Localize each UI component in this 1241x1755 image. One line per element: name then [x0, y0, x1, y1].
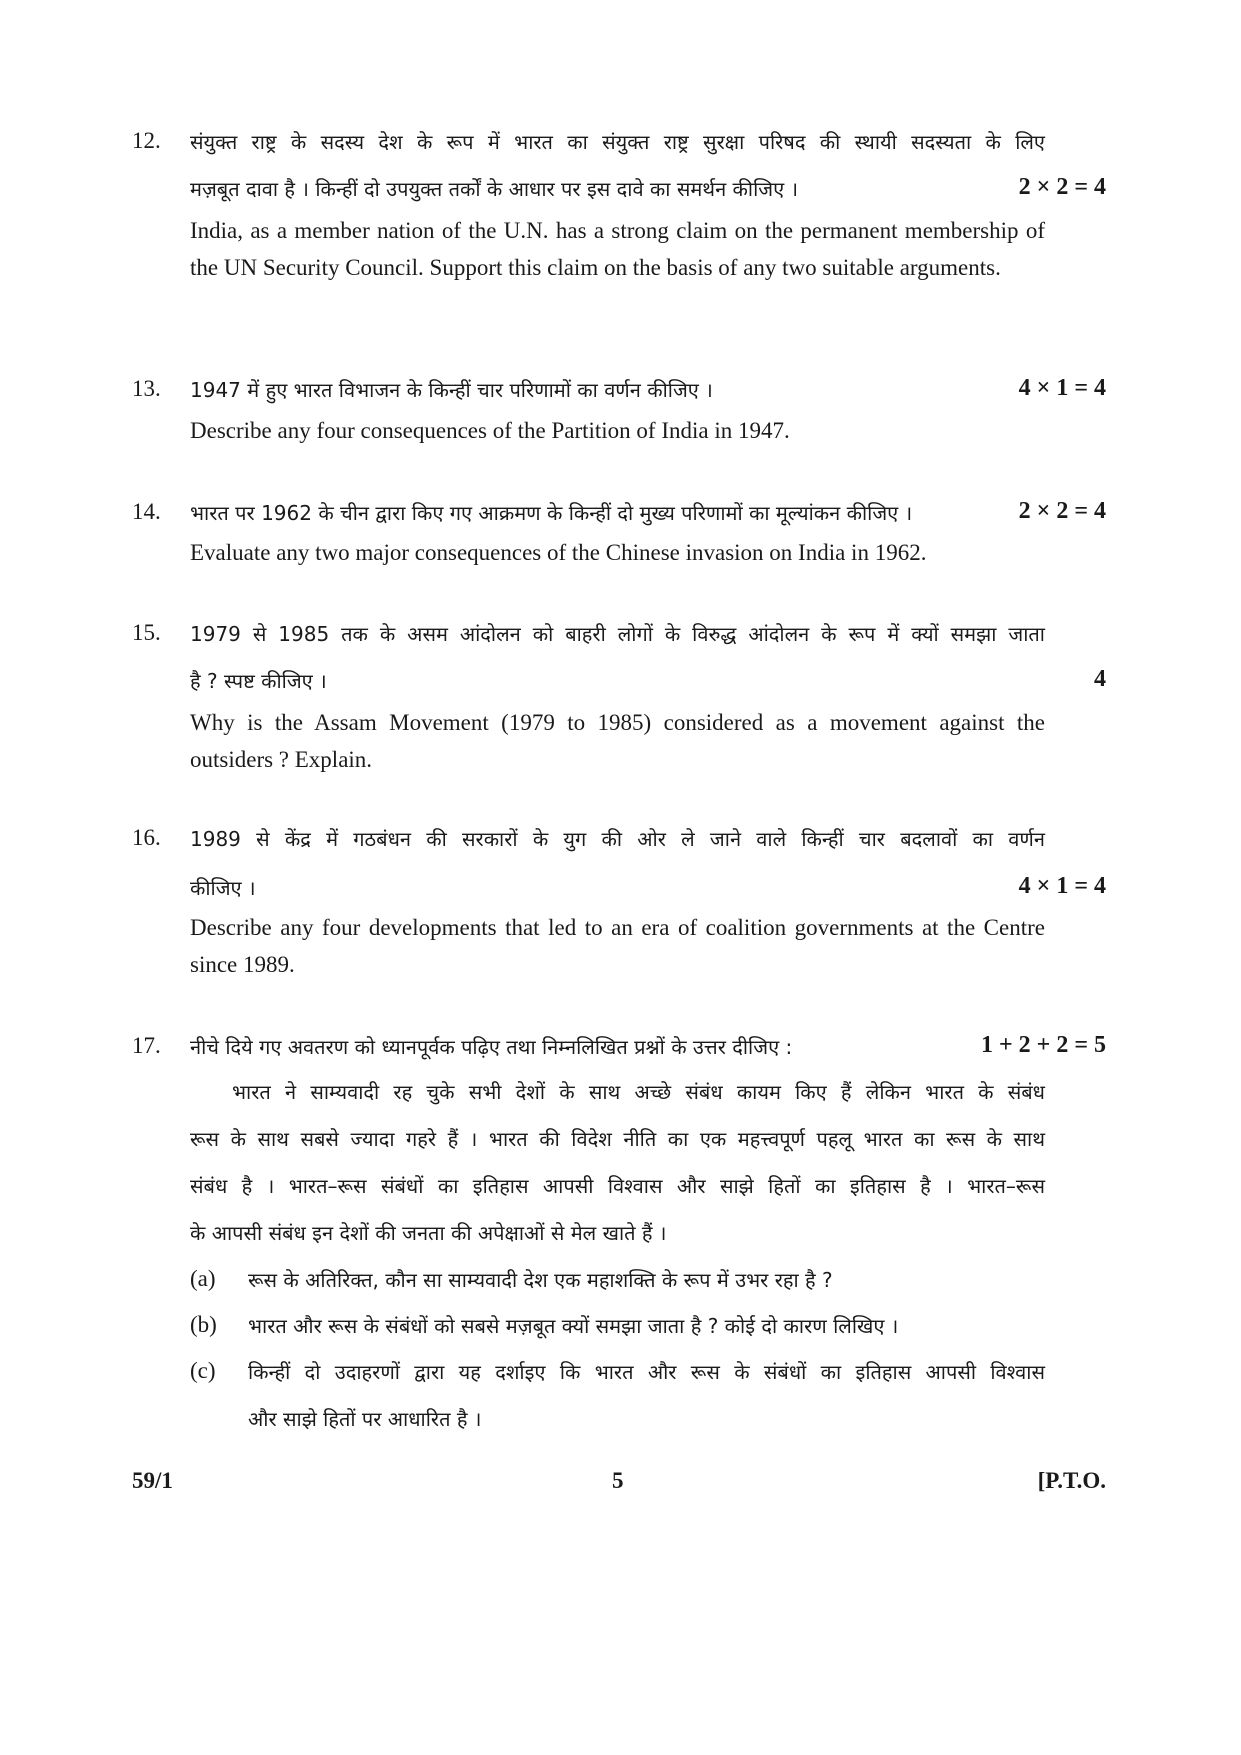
question-number: 17. — [132, 1033, 161, 1058]
question-english: Describe any four consequences of the Partition of India in 1947. — [190, 418, 790, 443]
question-number: 16. — [132, 825, 161, 850]
marks-label: 4 × 1 = 4 — [1018, 873, 1106, 899]
question-number: 14. — [132, 499, 161, 524]
marks-label: 4 — [1094, 666, 1106, 692]
marks-label: 4 × 1 = 4 — [1018, 375, 1106, 401]
marks-label: 1 + 2 + 2 = 5 — [980, 1032, 1106, 1058]
question-hindi-line: 1947 में हुए भारत विभाजन के किन्हीं चार परिणामों का वर्णन कीजिए । — [190, 378, 713, 402]
subpart-label: (b) — [190, 1312, 217, 1337]
subpart-label: (a) — [190, 1266, 216, 1291]
passage-line: भारत ने साम्यवादी रह चुके सभी देशों के साथ अच्छे संबंध कायम किए हैं लेकिन भारत के संबंध — [232, 1080, 1045, 1104]
subpart-text: भारत और रूस के संबंधों को सबसे मज़बूत क्यों समझा जाता है ? कोई दो कारण लिखिए । — [248, 1314, 899, 1338]
question-hindi-line: 1989 से केंद्र में गठबंधन की सरकारों के युग की ओर ले जाने वाले किन्हीं चार बदलावों का वर्णन — [190, 827, 1045, 851]
marks-label: 2 × 2 = 4 — [1018, 174, 1106, 200]
question-english: Describe any four developments that led to an era of coalition governments at the Centre since 1989. — [190, 915, 1045, 977]
question-english: Why is the Assam Movement (1979 to 1985) considered as a movement against the outsiders ? Explain. — [190, 710, 1045, 772]
marks-label: 2 × 2 = 4 — [1018, 498, 1106, 524]
page-number: 5 — [612, 1468, 624, 1493]
subpart-label: (c) — [190, 1358, 216, 1383]
question-hindi-line: है ? स्पष्ट कीजिए । — [190, 669, 327, 693]
subpart-text: रूस के अतिरिक्त, कौन सा साम्यवादी देश एक महाशक्ति के रूप में उभर रहा है ? — [248, 1268, 833, 1292]
please-turn-over: [P.T.O. — [1037, 1468, 1106, 1493]
passage-line: रूस के साथ सबसे ज्यादा गहरे हैं । भारत की विदेश नीति का एक महत्त्वपूर्ण पहलू भारत का रूस के साथ — [190, 1127, 1045, 1151]
question-english: Evaluate any two major consequences of the Chinese invasion on India in 1962. — [190, 540, 927, 565]
passage-line: संबंध है । भारत–रूस संबंधों का इतिहास आपसी विश्वास और साझे हितों का इतिहास है । भारत–रूस — [190, 1174, 1045, 1198]
subpart-text: और साझे हितों पर आधारित है । — [248, 1407, 482, 1431]
subpart-text: किन्हीं दो उदाहरणों द्वारा यह दर्शाइए कि भारत और रूस के संबंधों का इतिहास आपसी विश्वास — [248, 1360, 1045, 1384]
question-number: 15. — [132, 620, 161, 645]
question-number: 12. — [132, 128, 161, 153]
question-hindi-line: 1979 से 1985 तक के असम आंदोलन को बाहरी लोगों के विरुद्ध आंदोलन के रूप में क्यों समझा जाता — [190, 622, 1045, 646]
question-hindi-line: कीजिए । — [190, 876, 256, 900]
paper-code: 59/1 — [132, 1468, 173, 1493]
question-english: India, as a member nation of the U.N. has a strong claim on the permanent membership of the UN Security Council. Support this claim on the basis of any two suitable arguments. — [190, 218, 1045, 280]
question-hindi-line: नीचे दिये गए अवतरण को ध्यानपूर्वक पढ़िए तथा निम्नलिखित प्रश्नों के उत्तर दीजिए : — [190, 1035, 793, 1059]
question-number: 13. — [132, 376, 161, 401]
question-hindi-line: संयुक्त राष्ट्र के सदस्य देश के रूप में भारत का संयुक्त राष्ट्र सुरक्षा परिषद की स्थायी सदस्यता के लिए — [190, 130, 1045, 154]
question-hindi-line: मज़बूत दावा है । किन्हीं दो उपयुक्त तर्कों के आधार पर इस दावे का समर्थन कीजिए । — [190, 177, 799, 201]
question-hindi-line: भारत पर 1962 के चीन द्वारा किए गए आक्रमण के किन्हीं दो मुख्य परिणामों का मूल्यांकन कीजिए । — [190, 501, 913, 525]
passage-line: के आपसी संबंध इन देशों की जनता की अपेक्षाओं से मेल खाते हैं । — [190, 1221, 667, 1245]
